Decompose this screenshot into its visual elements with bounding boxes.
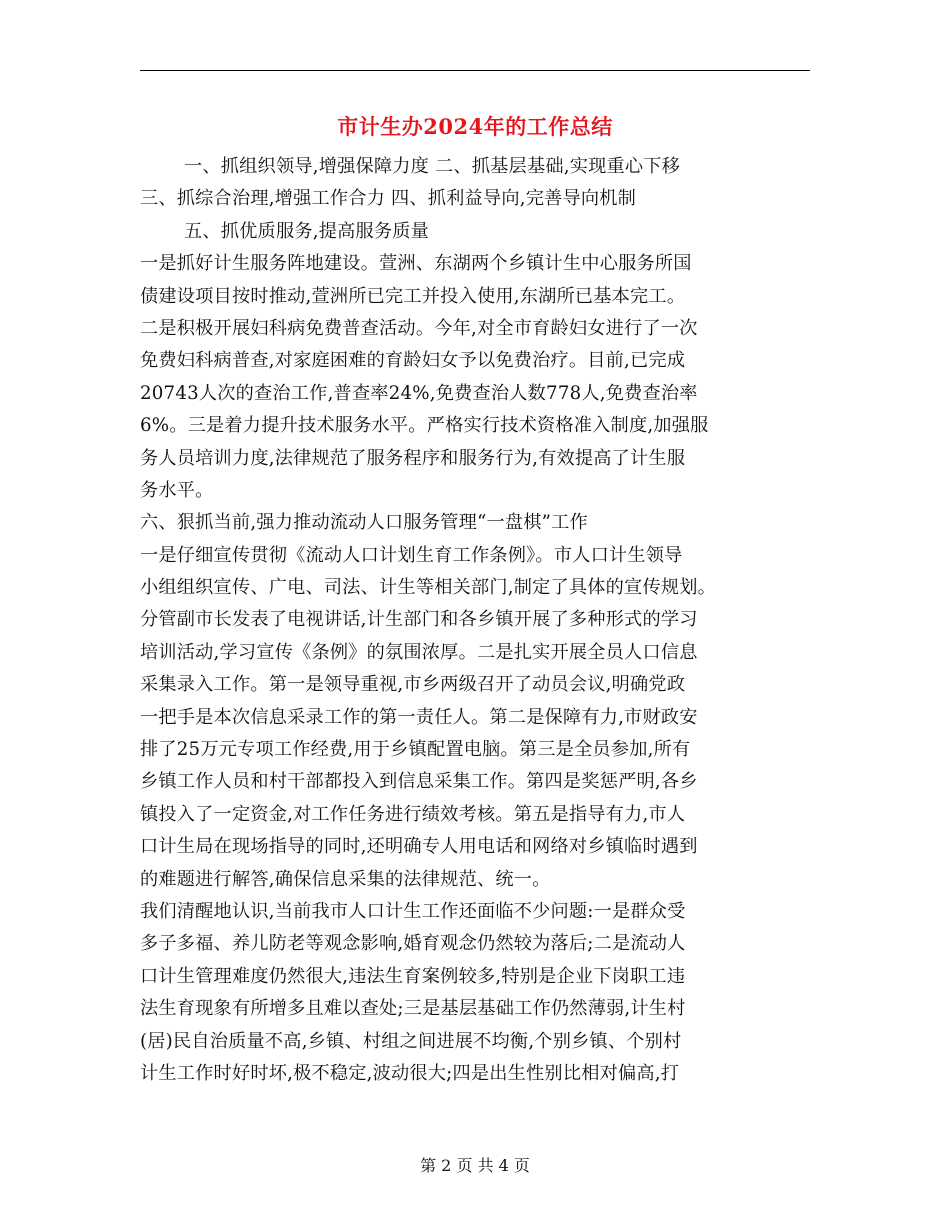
text-line: 务人员培训力度,法律规范了服务程序和服务行为,有效提高了计生服	[140, 447, 686, 469]
text-line: 法生育现象有所增多且难以查处;三是基层基础工作仍然薄弱,计生村	[140, 998, 686, 1020]
text-line: 采集录入工作。第一是领导重视,市乡两级召开了动员会议,明确党政	[140, 674, 686, 696]
text-line: 分管副市长发表了电视讲话,计生部门和各乡镇开展了多种形式的学习	[140, 609, 698, 631]
text-line: 镇投入了一定资金,对工作任务进行绩效考核。第五是指导有力,市人	[140, 803, 686, 825]
text-line: 六、狠抓当前,强力推动流动人口服务管理“一盘棋”工作	[140, 512, 588, 534]
text-line: 6%。三是着力提升技术服务水平。严格实行技术资格准入制度,加强服	[140, 415, 709, 437]
text-line: 一是抓好计生服务阵地建设。萱洲、东湖两个乡镇计生中心服务所国	[140, 253, 692, 275]
text-line: 一是仔细宣传贯彻《流动人口计划生育工作条例》。市人口计生领导	[140, 544, 683, 566]
text-line: 排了25万元专项工作经费,用于乡镇配置电脑。第三是全员参加,所有	[140, 739, 691, 761]
header-rule	[140, 70, 810, 71]
page-number-label: 第 2 页 共 4 页	[420, 1156, 530, 1175]
text-line: 三、抓综合治理,增强工作合力 四、抓利益导向,完善导向机制	[140, 188, 637, 210]
text-line: 二是积极开展妇科病免费普查活动。今年,对全市育龄妇女进行了一次	[140, 317, 698, 339]
text-line: (居)民自治质量不高,乡镇、村组之间进展不均衡,个别乡镇、个别村	[140, 1030, 682, 1052]
document-body	[140, 151, 820, 1090]
document-title: 市计生办2024年的工作总结	[337, 114, 613, 139]
text-line: 20743人次的查治工作,普查率24%,免费查治人数778人,免费查治率	[140, 382, 698, 404]
page-footer	[0, 1153, 950, 1176]
text-line: 口计生局在现场指导的同时,还明确专人用电话和网络对乡镇临时遇到	[140, 836, 698, 858]
text-line: 五、抓优质服务,提高服务质量	[184, 220, 430, 242]
text-line: 计生工作时好时坏,极不稳定,波动很大;四是出生性别比相对偏高,打	[140, 1062, 680, 1084]
text-line: 乡镇工作人员和村干部都投入到信息采集工作。第四是奖惩严明,各乡	[140, 771, 698, 793]
text-line: 口计生管理难度仍然很大,违法生育案例较多,特别是企业下岗职工违	[140, 965, 686, 987]
text-line: 债建设项目按时推动,萱洲所已完工并投入使用,东湖所已基本完工。	[140, 285, 686, 307]
text-line: 我们清醒地认识,当前我市人口计生工作还面临不少问题:一是群众受	[140, 900, 686, 922]
text-line: 多子多福、养儿防老等观念影响,婚育观念仍然较为落后;二是流动人	[140, 933, 686, 955]
text-line: 小组组织宣传、广电、司法、计生等相关部门,制定了具体的宣传规划。	[140, 577, 716, 599]
text-line: 的难题进行解答,确保信息采集的法律规范、统一。	[140, 868, 551, 890]
text-line: 务水平。	[140, 479, 214, 501]
text-line: 一把手是本次信息采录工作的第一责任人。第二是保障有力,市财政安	[140, 706, 698, 728]
text-line: 一、抓组织领导,增强保障力度 二、抓基层基础,实现重心下移	[184, 156, 681, 177]
text-line: 免费妇科病普查,对家庭困难的育龄妇女予以免费治疗。目前,已完成	[140, 350, 686, 372]
text-line: 培训活动,学习宣传《条例》的氛围浓厚。二是扎实开展全员人口信息	[140, 641, 698, 663]
